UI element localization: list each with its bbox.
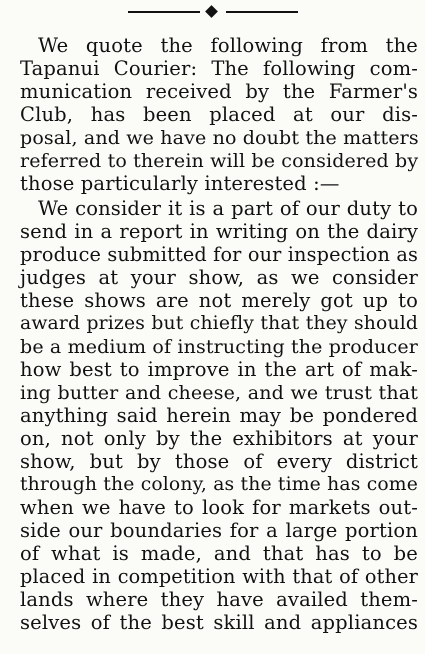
text-line-14: be a medium of instructing the producer: [20, 336, 418, 358]
text-line-21: when we have to look for markets out-: [20, 496, 418, 519]
ornamental-divider: [128, 10, 298, 14]
divider-rule-left: [128, 11, 200, 13]
text-line-15: how best to improve in the art of mak-: [20, 358, 418, 381]
text-line-22: side our boundaries for a large portion: [20, 519, 418, 542]
text-line-6: referred to therein will be considered by: [20, 150, 419, 172]
text-line-2: Tapanui Courier: The following com-: [20, 57, 418, 80]
text-line-26: selves of the best skill and appliances: [20, 611, 418, 634]
text-line-10: produce submitted for our inspection as: [20, 243, 418, 266]
text-line-24: placed in competition with that of other: [20, 565, 418, 588]
text-line-17: anything said herein may be pondered: [20, 404, 418, 427]
text-line-23: of what is made, and that has to be: [20, 542, 418, 565]
text-line-7: those particularly interested :—: [20, 172, 340, 195]
text-line-16: ing butter and cheese, and we trust that: [20, 382, 418, 404]
text-line-4: Club, has been placed at our dis-: [20, 103, 418, 126]
text-line-9: send in a report in writing on the dairy: [20, 220, 418, 243]
diamond-ornament-icon: [205, 5, 218, 18]
text-line-19: show, but by those of every district: [20, 450, 418, 473]
text-line-11: judges at your show, as we consider: [20, 266, 418, 289]
text-line-8: We consider it is a part of our duty to: [38, 197, 418, 220]
text-line-20: through the colony, as the time has come: [20, 474, 418, 495]
text-line-18: on, not only by the exhibitors at your: [20, 427, 418, 450]
divider-rule-right: [226, 11, 298, 13]
text-line-12: these shows are not merely got up to: [20, 289, 418, 312]
text-line-13: award prizes but chiefly that they should: [20, 313, 418, 334]
text-line-1: We quote the following from the: [38, 34, 418, 57]
text-line-25: lands where they have availed them-: [20, 588, 418, 611]
text-line-5: posal, and we have no doubt the matters: [20, 127, 419, 149]
text-line-3: munication received by the Farmer's: [20, 80, 418, 103]
